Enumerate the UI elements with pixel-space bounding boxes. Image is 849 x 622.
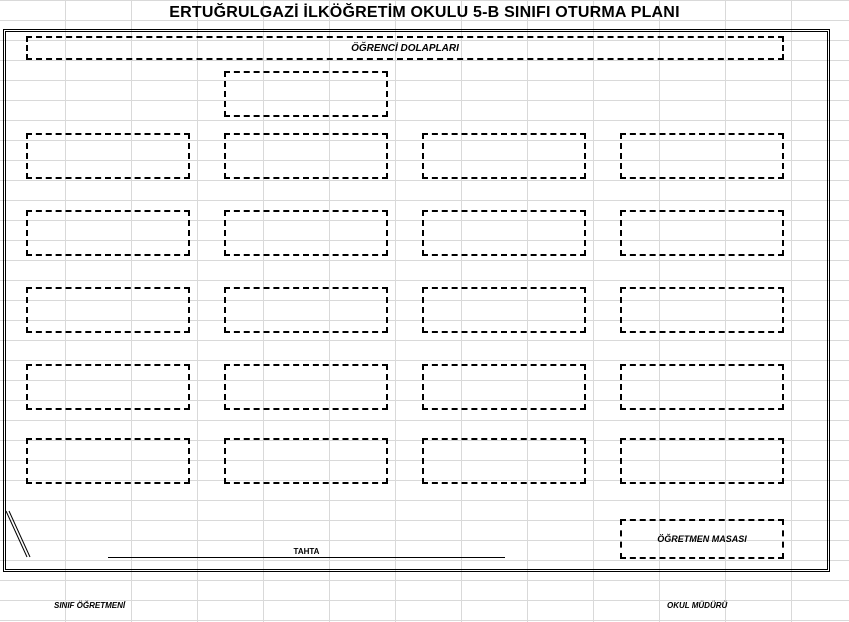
desk-r3-c3 — [422, 287, 586, 333]
desk-r4-c4 — [620, 364, 784, 410]
board-label: TAHTA — [293, 547, 320, 556]
teacher-desk-label: ÖĞRETMEN MASASI — [657, 534, 747, 544]
student-lockers — [26, 36, 784, 60]
desk-r3-c1 — [26, 287, 190, 333]
desk-r2-c3 — [422, 210, 586, 256]
principal-signature: OKUL MÜDÜRÜ — [667, 601, 728, 610]
desk-r1-c2 — [224, 133, 388, 179]
teacher-desk — [620, 519, 784, 559]
desk-r5-c2 — [224, 438, 388, 484]
desk-r5-c1 — [26, 438, 190, 484]
desk-r1-c4 — [620, 133, 784, 179]
desk-r4-c1 — [26, 364, 190, 410]
desk-r5-c3 — [422, 438, 586, 484]
desk-r2-c4 — [620, 210, 784, 256]
class-teacher-signature: SINIF ÖĞRETMENİ — [54, 601, 126, 610]
desk-r2-c2 — [224, 210, 388, 256]
door-icon — [3, 508, 31, 560]
desk-r3-c4 — [620, 287, 784, 333]
desk-r5-c4 — [620, 438, 784, 484]
desk-r1-c3 — [422, 133, 586, 179]
lockers-label: ÖĞRENCİ DOLAPLARI — [351, 42, 459, 54]
extra-desk — [224, 71, 388, 117]
desk-r2-c1 — [26, 210, 190, 256]
desk-r4-c3 — [422, 364, 586, 410]
desk-r4-c2 — [224, 364, 388, 410]
page-title: ERTUĞRULGAZİ İLKÖĞRETİM OKULU 5-B SINIFI OTURMA PLANI — [169, 4, 680, 21]
desk-r1-c1 — [26, 133, 190, 179]
blackboard — [108, 557, 505, 558]
desk-r3-c2 — [224, 287, 388, 333]
